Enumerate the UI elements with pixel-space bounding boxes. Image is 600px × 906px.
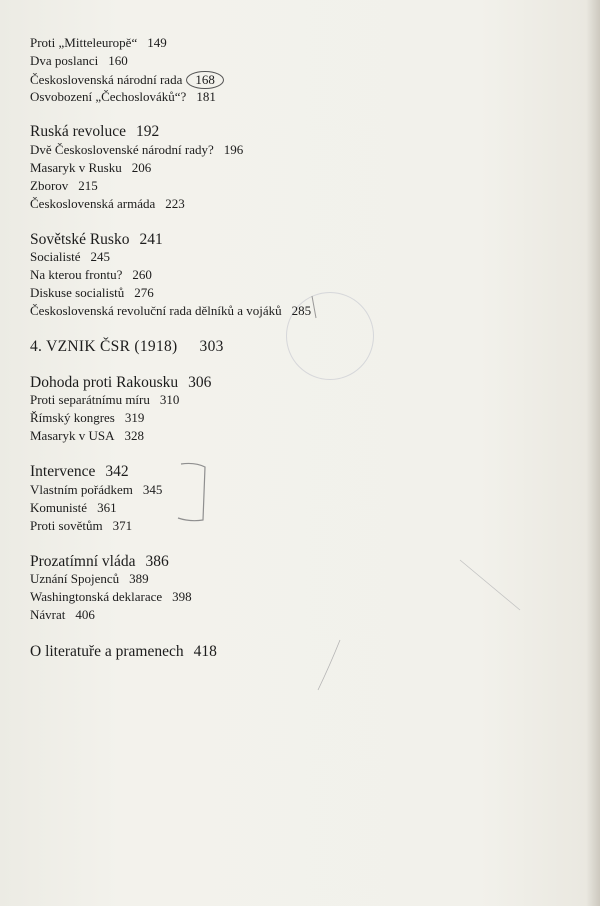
toc-item	[30, 142, 243, 158]
toc-section-page: 342	[105, 463, 129, 480]
toc-section-page: 241	[139, 231, 163, 248]
toc-section-heading	[30, 122, 159, 141]
toc-section-page: 306	[188, 374, 212, 391]
toc-item-page-circled: 168	[186, 71, 224, 89]
toc-item-page: 215	[78, 178, 98, 193]
toc-item	[30, 571, 149, 587]
toc-item-page: 406	[75, 607, 95, 622]
toc-item	[30, 285, 154, 301]
toc-item-title: Vlastním pořádkem	[30, 482, 133, 497]
toc-chapter-page: 303	[199, 338, 224, 355]
toc-item-title: Socialisté	[30, 249, 81, 264]
toc-item-title: Československá národní rada	[30, 72, 183, 87]
toc-item-title: Masaryk v USA	[30, 428, 115, 443]
toc-item-title: Československá revoluční rada dělníků a vojáků	[30, 303, 282, 318]
toc-section-heading	[30, 230, 163, 249]
toc-item-page: 160	[108, 53, 128, 68]
toc-item	[30, 35, 167, 51]
toc-section-page: 192	[135, 123, 160, 140]
toc-section-heading	[30, 552, 169, 571]
toc-item-title: Zborov	[30, 178, 69, 193]
toc-item	[30, 71, 224, 89]
toc-item-page: 361	[97, 500, 117, 515]
toc-item	[30, 428, 144, 444]
toc-item-page: 196	[223, 142, 244, 157]
toc-item	[30, 410, 144, 426]
toc-item	[30, 196, 185, 212]
toc-item-title: Proti sovětům	[30, 518, 103, 533]
toc-item-title: Československá armáda	[30, 196, 156, 211]
toc-item-title: Dva poslanci	[30, 53, 99, 68]
toc-item-title: Komunisté	[30, 500, 88, 515]
toc-item-page: 371	[112, 518, 133, 533]
toc-item	[30, 589, 192, 605]
toc-section-title: Dohoda proti Rakousku	[30, 374, 179, 391]
toc-item-page: 260	[132, 267, 152, 282]
toc-section-heading	[30, 373, 211, 392]
toc-item-page: 149	[147, 35, 167, 50]
toc-item-title: Proti „Mitteleuropě“	[30, 35, 138, 50]
toc-section-title: Sovětské Rusko	[30, 231, 130, 248]
toc-item	[30, 53, 128, 69]
toc-item-page: 328	[124, 428, 144, 443]
toc-item-page: 245	[90, 249, 111, 264]
toc-item-page: 319	[124, 410, 145, 425]
toc-chapter-heading	[30, 337, 224, 356]
toc-item-title: Uznání Spojenců	[30, 571, 120, 586]
toc-item-page: 345	[142, 482, 163, 497]
toc-item-title: Římský kongres	[30, 410, 115, 425]
toc-item-title: Na kterou frontu?	[30, 267, 123, 282]
toc-item-title: Osvobození „Čechoslováků“?	[30, 89, 187, 104]
toc-item	[30, 160, 151, 176]
toc-item	[30, 607, 95, 623]
toc-section-title: Intervence	[30, 463, 96, 480]
toc-item-title: Washingtonská deklarace	[30, 589, 163, 604]
toc-section-title: Prozatímní vláda	[30, 553, 136, 570]
toc-item-page: 181	[196, 89, 216, 104]
toc-item-page: 389	[129, 571, 149, 586]
toc-chapter-title: 4. VZNIK ČSR (1918)	[30, 338, 178, 355]
toc-item-page: 285	[291, 303, 312, 318]
toc-item-page: 398	[172, 589, 192, 604]
toc-item	[30, 89, 216, 105]
toc-item-page: 223	[165, 196, 185, 211]
toc-section-page: 386	[145, 553, 169, 570]
toc-section-title: O literatuře a pramenech	[30, 643, 184, 660]
toc-item	[30, 392, 179, 408]
toc-item	[30, 303, 311, 319]
toc-item-page: 310	[159, 392, 180, 407]
toc-section-page: 418	[193, 643, 217, 660]
toc-item-page: 276	[134, 285, 154, 300]
toc-item-page: 206	[131, 160, 152, 175]
toc-item	[30, 482, 162, 498]
toc-section-heading	[30, 642, 217, 661]
toc-item-title: Masaryk v Rusku	[30, 160, 122, 175]
toc-item	[30, 178, 98, 194]
toc-item-title: Diskuse socialistů	[30, 285, 125, 300]
toc-section-title: Ruská revoluce	[30, 123, 126, 140]
toc-item-title: Návrat	[30, 607, 66, 622]
toc-item	[30, 249, 110, 265]
toc-item-title: Dvě Československé národní rady?	[30, 142, 214, 157]
toc-item-title: Proti separátnímu míru	[30, 392, 150, 407]
toc-item	[30, 500, 117, 516]
toc-section-heading	[30, 462, 129, 481]
toc-item	[30, 518, 132, 534]
toc-item	[30, 267, 152, 283]
